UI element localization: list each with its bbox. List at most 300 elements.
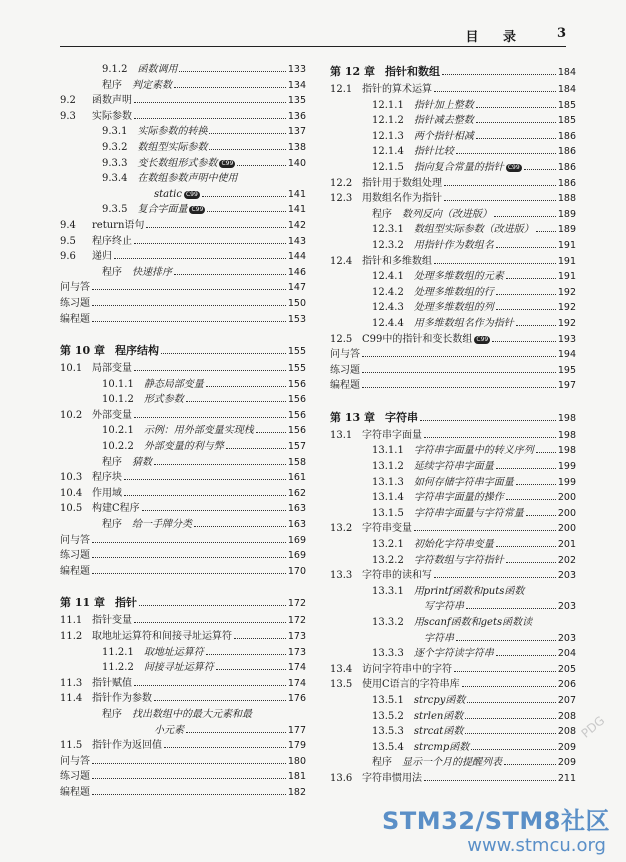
toc-entry[interactable] bbox=[330, 599, 576, 615]
dot-leader bbox=[154, 691, 286, 701]
toc-entry-title bbox=[330, 347, 360, 362]
toc-entry-title bbox=[424, 631, 454, 646]
toc-entry[interactable] bbox=[60, 78, 306, 94]
dot-leader bbox=[496, 537, 556, 547]
toc-entry-title bbox=[137, 171, 237, 186]
dot-leader bbox=[134, 109, 286, 119]
toc-entry-page: 155 bbox=[287, 346, 306, 358]
toc-entry-page: 150 bbox=[287, 297, 306, 309]
toc-entry-title bbox=[92, 93, 132, 108]
toc-entry-number: 12.1.4 bbox=[372, 146, 404, 158]
toc-entry[interactable] bbox=[60, 234, 306, 250]
dot-leader bbox=[462, 677, 556, 687]
toc-entry-page: 201 bbox=[557, 539, 576, 551]
toc-entry-title bbox=[414, 506, 524, 521]
toc-entry-page: 172 bbox=[287, 615, 306, 627]
toc-entry[interactable] bbox=[330, 755, 576, 771]
toc-entry[interactable] bbox=[60, 470, 306, 486]
toc-entry-number: 程序 bbox=[102, 708, 122, 720]
toc-entry-title-text: 处理多维数组的列 bbox=[413, 302, 494, 314]
toc-entry-title-text: 编程题 bbox=[60, 565, 90, 577]
toc-entry[interactable] bbox=[330, 693, 576, 709]
toc-entry-title-text: 字符串变量 bbox=[362, 523, 412, 535]
toc-entry[interactable] bbox=[60, 140, 306, 156]
toc-entry-number: 程序 bbox=[372, 208, 392, 220]
toc-entry[interactable] bbox=[330, 98, 576, 114]
toc-entry[interactable] bbox=[60, 439, 306, 455]
toc-entry-page: 163 bbox=[287, 519, 306, 531]
toc-entry[interactable] bbox=[60, 249, 306, 265]
dot-leader bbox=[506, 490, 556, 500]
toc-entry-number: 12.1.5 bbox=[372, 161, 404, 173]
toc-entry-page: 146 bbox=[287, 266, 306, 278]
dot-leader bbox=[92, 564, 286, 574]
toc-entry[interactable] bbox=[60, 613, 306, 629]
toc-entry-page: 186 bbox=[557, 130, 576, 142]
toc-entry-title bbox=[362, 662, 452, 677]
toc-entry-title bbox=[92, 109, 132, 124]
toc-entry-title-text: 复合字面量 bbox=[137, 204, 188, 216]
dot-leader bbox=[466, 599, 556, 609]
toc-entry-number: 13.2.1 bbox=[372, 539, 404, 551]
toc-chapter[interactable] bbox=[330, 62, 576, 82]
toc-entry[interactable] bbox=[60, 769, 306, 785]
toc-entry[interactable] bbox=[60, 533, 306, 549]
dot-leader bbox=[444, 176, 556, 186]
toc-entry[interactable] bbox=[60, 517, 306, 533]
toc-entry[interactable] bbox=[330, 347, 576, 363]
toc-entry-title bbox=[385, 408, 418, 428]
toc-entry-page: 156 bbox=[287, 378, 306, 390]
toc-entry-page: 194 bbox=[557, 349, 576, 361]
toc-entry-title bbox=[154, 723, 184, 738]
toc-entry-page: 188 bbox=[557, 193, 576, 205]
dot-leader bbox=[434, 568, 556, 578]
toc-entry-title-text: 静态局部变量 bbox=[143, 378, 204, 390]
dot-leader bbox=[216, 660, 286, 670]
toc-entry-title bbox=[362, 191, 442, 206]
toc-entry-title-text: 外部变量的利与弊 bbox=[143, 441, 224, 453]
dot-leader bbox=[164, 738, 286, 748]
toc-entry-page: 209 bbox=[557, 757, 576, 769]
toc-entry[interactable] bbox=[330, 238, 576, 254]
toc-entry-number: 程序 bbox=[102, 266, 122, 278]
toc-entry[interactable] bbox=[60, 691, 306, 707]
dot-leader bbox=[492, 332, 556, 342]
toc-entry-page: 193 bbox=[557, 333, 576, 345]
toc-entry[interactable] bbox=[330, 285, 576, 301]
toc-entry-page: 158 bbox=[287, 456, 306, 468]
dot-leader bbox=[186, 392, 286, 402]
toc-entry-title bbox=[137, 156, 235, 171]
toc-entry-page: 153 bbox=[287, 313, 306, 325]
dot-leader bbox=[207, 202, 286, 212]
toc-entry[interactable] bbox=[60, 501, 306, 517]
toc-entry-title-text: 用scanf函数和gets函数读 bbox=[413, 617, 533, 628]
toc-entry[interactable] bbox=[60, 645, 306, 661]
toc-entry[interactable] bbox=[60, 738, 306, 754]
toc-entry-title bbox=[92, 613, 132, 628]
toc-entry-title bbox=[330, 378, 360, 393]
toc-entry[interactable] bbox=[330, 490, 576, 506]
dot-leader bbox=[174, 78, 286, 88]
toc-entry-page: 133 bbox=[287, 64, 306, 75]
toc-entry-number: 9.2 bbox=[60, 95, 76, 107]
toc-entry[interactable] bbox=[330, 553, 576, 569]
dot-leader bbox=[124, 486, 286, 496]
dot-leader bbox=[362, 347, 556, 357]
toc-entry[interactable] bbox=[330, 631, 576, 647]
toc-entry-title-text: 递归 bbox=[92, 251, 112, 263]
toc-entry[interactable] bbox=[330, 709, 576, 725]
toc-entry-title bbox=[92, 691, 152, 706]
toc-entry-page: 169 bbox=[287, 550, 306, 562]
toc-entry[interactable] bbox=[330, 363, 576, 379]
toc-entry-title bbox=[115, 341, 159, 361]
toc-entry-number: 13.2.2 bbox=[372, 554, 404, 566]
dot-leader bbox=[209, 124, 285, 134]
toc-entry-title bbox=[414, 724, 464, 739]
toc-entry-title-text: 显示一个月的提醒列表 bbox=[402, 757, 502, 769]
toc-entry-number: 9.4 bbox=[60, 219, 76, 231]
dot-leader bbox=[454, 662, 556, 672]
toc-entry-number: 13.3.1 bbox=[372, 585, 404, 597]
toc-entry-title-text: 数组型实际参数（改进版） bbox=[413, 224, 534, 236]
dot-leader bbox=[496, 238, 556, 248]
toc-entry-number: 12.4.1 bbox=[372, 271, 404, 283]
toc-entry-title-text: static bbox=[154, 188, 182, 200]
toc-entry[interactable] bbox=[330, 475, 576, 491]
toc-entry-number: 11.1 bbox=[60, 615, 83, 627]
toc-entry[interactable] bbox=[330, 113, 576, 129]
toc-entry-title bbox=[60, 280, 90, 295]
toc-entry-title bbox=[414, 222, 534, 237]
toc-entry-title-text: 练习题 bbox=[330, 364, 360, 376]
toc-entry[interactable] bbox=[330, 269, 576, 285]
toc-entry-title-text: 间接寻址运算符 bbox=[143, 662, 214, 674]
toc-entry[interactable] bbox=[330, 144, 576, 160]
dot-leader bbox=[186, 723, 286, 733]
toc-entry-number: 12.3.2 bbox=[372, 239, 404, 251]
toc-entry-number: 12.2 bbox=[330, 177, 353, 189]
toc-entry[interactable] bbox=[60, 564, 306, 580]
toc-entry-title-text: 小元素 bbox=[154, 724, 184, 736]
toc-entry-title-text: 处理多维数组的行 bbox=[413, 286, 494, 298]
section-gap bbox=[60, 327, 306, 341]
toc-entry-title-text: 构建C程序 bbox=[92, 503, 140, 515]
toc-entry-title-text: 实际参数 bbox=[92, 110, 132, 122]
toc-entry-title bbox=[60, 548, 90, 563]
toc-entry-title-text: 指针变量 bbox=[92, 615, 132, 627]
toc-entry-title-text: 指针减去整数 bbox=[413, 115, 474, 127]
toc-entry[interactable] bbox=[330, 129, 576, 145]
toc-entry-title-text: 程序块 bbox=[92, 472, 122, 484]
dot-leader bbox=[424, 771, 556, 781]
toc-entry[interactable] bbox=[330, 771, 576, 787]
dot-leader bbox=[92, 785, 286, 795]
toc-entry-title-text: 字符串字面量的操作 bbox=[413, 492, 504, 504]
toc-entry-title bbox=[92, 249, 112, 264]
toc-entry-title-text: 问与答 bbox=[60, 534, 90, 546]
toc-entry-page: 185 bbox=[557, 115, 576, 127]
toc-entry-number: 9.3.4 bbox=[102, 173, 128, 185]
section-gap bbox=[330, 394, 576, 408]
toc-entry-title bbox=[362, 254, 432, 269]
toc-entry[interactable] bbox=[330, 332, 576, 348]
toc-entry[interactable] bbox=[60, 296, 306, 312]
dot-leader bbox=[516, 316, 556, 326]
toc-entry-number: 13.5.3 bbox=[372, 726, 404, 738]
toc-entry-title bbox=[414, 553, 504, 568]
dot-leader bbox=[161, 344, 286, 354]
toc-entry[interactable] bbox=[60, 93, 306, 109]
toc-entry-title-text: 程序结构 bbox=[114, 344, 159, 358]
toc-entry[interactable] bbox=[330, 428, 576, 444]
toc-entry-page: 140 bbox=[287, 157, 306, 169]
toc-entry-title-text: strcpy函数 bbox=[413, 694, 466, 706]
toc-entry-page: 184 bbox=[557, 67, 576, 78]
toc-entry[interactable] bbox=[60, 187, 306, 203]
toc-entry[interactable] bbox=[60, 171, 306, 187]
toc-entry[interactable] bbox=[60, 280, 306, 296]
toc-entry[interactable] bbox=[330, 82, 576, 98]
toc-entry-title-text: 使用C语言的字符串库 bbox=[362, 679, 460, 691]
toc-entry-title bbox=[362, 521, 412, 536]
toc-entry-number: 13.1.3 bbox=[372, 476, 404, 488]
dot-leader bbox=[536, 222, 556, 232]
toc-entry[interactable] bbox=[60, 723, 306, 739]
toc-entry[interactable] bbox=[330, 537, 576, 553]
toc-entry-title-text: 字符数组与字符指针 bbox=[413, 554, 504, 566]
toc-entry-title-text: 问与答 bbox=[60, 755, 90, 767]
toc-entry-title bbox=[362, 82, 432, 97]
toc-entry-page: 182 bbox=[287, 786, 306, 798]
toc-entry[interactable] bbox=[330, 160, 576, 176]
toc-entry-page: 207 bbox=[557, 694, 576, 706]
toc-entry-title-text: return语句 bbox=[92, 219, 145, 231]
toc-entry-page: 192 bbox=[557, 302, 576, 314]
toc-entry-page: 138 bbox=[287, 141, 306, 153]
toc-entry[interactable] bbox=[60, 548, 306, 564]
toc-entry[interactable] bbox=[60, 361, 306, 377]
toc-entry[interactable] bbox=[330, 207, 576, 223]
toc-entry[interactable] bbox=[60, 156, 306, 172]
dot-leader bbox=[496, 300, 556, 310]
toc-entry-page: 198 bbox=[557, 445, 576, 457]
toc-entry-number: 12.4.2 bbox=[372, 286, 404, 298]
toc-entry[interactable] bbox=[330, 568, 576, 584]
header-page-number: 3 bbox=[556, 26, 566, 41]
toc-entry-page: 203 bbox=[557, 632, 576, 644]
dot-leader bbox=[471, 740, 556, 750]
toc-entry[interactable] bbox=[60, 312, 306, 328]
dot-leader bbox=[467, 693, 555, 703]
toc-entry-number: 9.6 bbox=[60, 251, 76, 263]
toc-entry-title bbox=[414, 537, 494, 552]
toc-entry[interactable] bbox=[330, 254, 576, 270]
toc-entry-title-text: 写字符串 bbox=[424, 601, 464, 613]
toc-entry-number: 13.1 bbox=[330, 429, 353, 441]
toc-entry-title bbox=[362, 568, 432, 583]
toc-entry-title-text: 字符串字面量中的转义序列 bbox=[413, 445, 534, 457]
dot-leader bbox=[226, 439, 286, 449]
toc-entry[interactable] bbox=[60, 423, 306, 439]
toc-entry[interactable] bbox=[60, 202, 306, 218]
toc-entry-number: 13.5.2 bbox=[372, 710, 404, 722]
toc-entry-number: 10.1 bbox=[60, 363, 83, 375]
toc-entry[interactable] bbox=[330, 677, 576, 693]
watermark-brand: STM32/STM8社区 bbox=[382, 807, 610, 835]
toc-entry-page: 177 bbox=[287, 724, 306, 736]
toc-entry-number: 12.5 bbox=[330, 333, 353, 345]
toc-entry-title bbox=[92, 738, 162, 753]
toc-entry-page: 198 bbox=[557, 429, 576, 441]
toc-entry[interactable] bbox=[60, 754, 306, 770]
toc-entry-title bbox=[132, 78, 172, 93]
toc-entry-title bbox=[137, 62, 177, 77]
dot-leader bbox=[476, 98, 556, 108]
dot-leader bbox=[206, 645, 286, 655]
toc-entry-page: 209 bbox=[557, 741, 576, 753]
toc-entry[interactable] bbox=[60, 218, 306, 234]
toc-entry[interactable] bbox=[60, 392, 306, 408]
toc-entry-title-text: 字符串字面量 bbox=[362, 429, 422, 441]
toc-entry[interactable] bbox=[330, 724, 576, 740]
toc-entry[interactable] bbox=[60, 486, 306, 502]
toc-entry[interactable] bbox=[60, 408, 306, 424]
toc-entry-title-text: 指针赋值 bbox=[92, 677, 132, 689]
dot-leader bbox=[139, 596, 286, 606]
toc-entry[interactable] bbox=[60, 676, 306, 692]
toc-entry-title bbox=[115, 593, 137, 613]
toc-entry-title-text: 在数组参数声明中使用 bbox=[137, 173, 238, 185]
toc-entry-title-text: 访问字符串中的字符 bbox=[362, 663, 452, 675]
dot-leader bbox=[442, 65, 556, 75]
toc-entry-title-text: 作用域 bbox=[92, 487, 122, 499]
toc-entry-page: 186 bbox=[557, 146, 576, 158]
toc-entry[interactable] bbox=[330, 443, 576, 459]
toc-entry[interactable] bbox=[330, 191, 576, 207]
toc-chapter[interactable] bbox=[330, 408, 576, 428]
toc-chapter[interactable] bbox=[60, 341, 306, 361]
toc-entry-title bbox=[362, 176, 442, 191]
toc-entry[interactable] bbox=[60, 265, 306, 281]
dot-leader bbox=[456, 144, 556, 154]
toc-entry[interactable] bbox=[60, 377, 306, 393]
toc-entry[interactable] bbox=[330, 459, 576, 475]
dot-leader bbox=[420, 411, 556, 421]
toc-entry-number: 13.3 bbox=[330, 570, 353, 582]
toc-entry-title-text: 用多维数组名作为指针 bbox=[413, 317, 514, 329]
toc-entry-number: 10.2 bbox=[60, 409, 83, 421]
toc-entry-number: 9.1.2 bbox=[102, 64, 128, 75]
toc-entry-number: 13.5.4 bbox=[372, 741, 404, 753]
toc-entry-title bbox=[132, 265, 172, 280]
toc-entry-title bbox=[330, 363, 360, 378]
toc-entry-page: 189 bbox=[557, 224, 576, 236]
toc-entry-page: 173 bbox=[287, 631, 306, 642]
toc-entry-number: 12.1.1 bbox=[372, 99, 404, 111]
toc-entry-title bbox=[132, 707, 252, 722]
toc-entry[interactable] bbox=[330, 176, 576, 192]
toc-entry-title bbox=[414, 646, 494, 661]
toc-entry[interactable] bbox=[60, 629, 306, 645]
toc-entry-page: 169 bbox=[287, 534, 306, 546]
toc-entry-title-text: 外部变量 bbox=[92, 409, 132, 421]
toc-entry-title-text: 指针作为参数 bbox=[92, 693, 152, 705]
toc-entry-number: 12.4 bbox=[330, 255, 353, 267]
toc-entry[interactable] bbox=[330, 316, 576, 332]
toc-entry-number: 13.1.1 bbox=[372, 445, 404, 457]
toc-entry[interactable] bbox=[330, 506, 576, 522]
dot-leader bbox=[92, 296, 286, 306]
toc-entry[interactable] bbox=[330, 378, 576, 394]
toc-entry-title-text: 局部变量 bbox=[92, 363, 132, 375]
toc-entry-number: 9.3 bbox=[60, 110, 76, 122]
toc-entry-number: 11.4 bbox=[60, 693, 83, 705]
toc-entry-page: 205 bbox=[557, 663, 576, 675]
toc-entry-title bbox=[385, 62, 440, 82]
toc-entry-title-text: 字符串 bbox=[384, 410, 418, 424]
toc-entry-title bbox=[60, 785, 90, 800]
toc-entry-title bbox=[60, 533, 90, 548]
toc-entry[interactable] bbox=[330, 662, 576, 678]
toc-entry-number: 第 10 章 bbox=[60, 344, 105, 358]
toc-entry[interactable] bbox=[330, 646, 576, 662]
toc-entry[interactable] bbox=[330, 740, 576, 756]
toc-entry-title-text: 数组型实际参数 bbox=[137, 141, 208, 153]
toc-entry-title-text: 取地址运算符和间接寻址运算符 bbox=[92, 631, 232, 642]
toc-entry[interactable] bbox=[60, 109, 306, 125]
toc-entry-title bbox=[60, 312, 90, 327]
toc-entry-page: 180 bbox=[287, 755, 306, 767]
dot-leader bbox=[134, 361, 286, 371]
toc-entry[interactable] bbox=[60, 124, 306, 140]
toc-chapter[interactable] bbox=[60, 593, 306, 613]
toc-entry-title bbox=[92, 486, 122, 501]
toc-entry[interactable] bbox=[60, 455, 306, 471]
toc-entry-page: 202 bbox=[557, 554, 576, 566]
toc-entry[interactable] bbox=[60, 62, 306, 78]
toc-entry-title-text: 练习题 bbox=[60, 297, 90, 309]
toc-entry-page: 197 bbox=[557, 380, 576, 392]
toc-entry-page: 157 bbox=[287, 441, 306, 453]
toc-entry[interactable] bbox=[330, 584, 576, 600]
toc-entry[interactable] bbox=[330, 222, 576, 238]
dot-leader bbox=[206, 377, 286, 387]
toc-entry[interactable] bbox=[60, 707, 306, 723]
toc-entry[interactable] bbox=[330, 615, 576, 631]
toc-entry[interactable] bbox=[330, 521, 576, 537]
toc-entry-title-text: 取地址运算符 bbox=[143, 646, 204, 658]
toc-entry[interactable] bbox=[60, 785, 306, 801]
toc-entry-title bbox=[92, 234, 132, 249]
toc-entry-title bbox=[132, 455, 152, 470]
toc-entry-number: 13.3.2 bbox=[372, 617, 404, 628]
dot-leader bbox=[256, 423, 286, 433]
toc-entry-page: 155 bbox=[287, 363, 306, 375]
toc-entry[interactable] bbox=[330, 300, 576, 316]
toc-entry-page: 199 bbox=[557, 461, 576, 473]
dot-leader bbox=[362, 363, 556, 373]
toc-entry[interactable] bbox=[60, 660, 306, 676]
toc-entry-title-text: 函数调用 bbox=[137, 64, 178, 75]
toc-entry-title bbox=[92, 629, 232, 644]
toc-entry-title bbox=[362, 332, 490, 347]
toc-entry-page: 191 bbox=[557, 239, 576, 251]
toc-entry-page: 179 bbox=[287, 740, 306, 752]
toc-entry-title bbox=[60, 296, 90, 311]
